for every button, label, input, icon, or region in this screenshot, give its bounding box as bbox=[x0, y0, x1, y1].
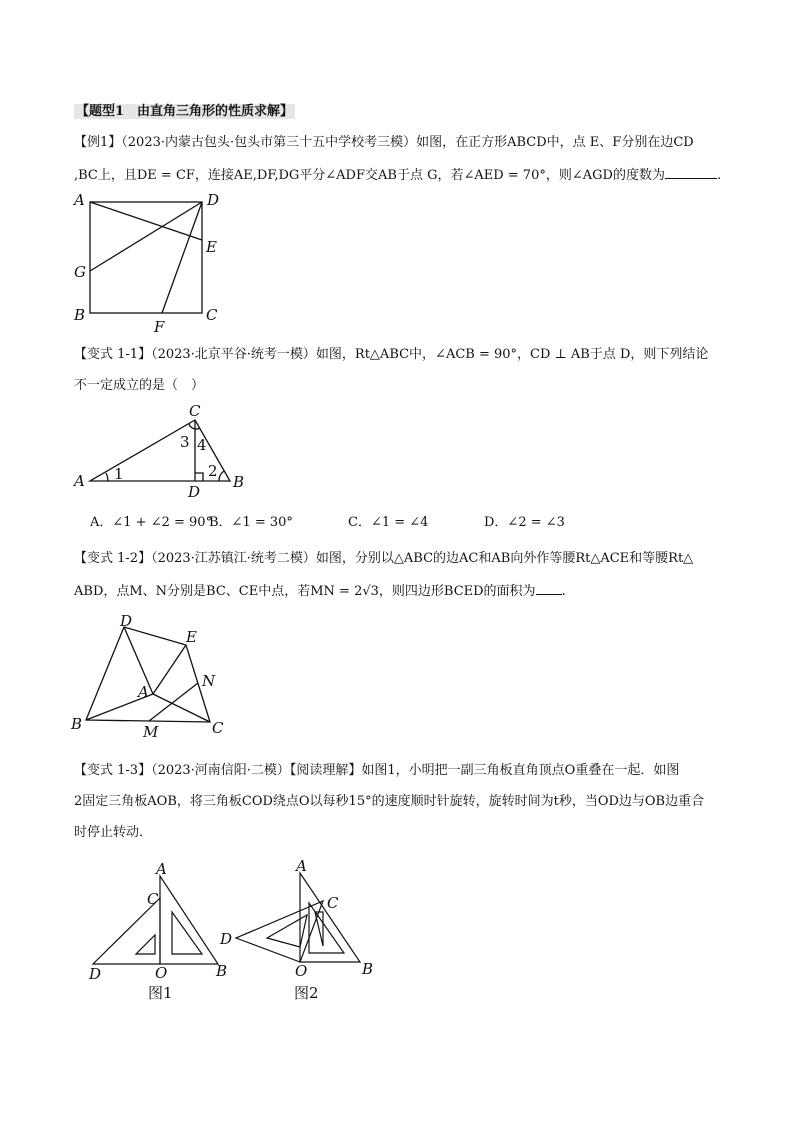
variant-1-3-text-2: 2固定三角板AOB，将三角板COD绕点O以每秒15°的速度顺时针旋转，旋转时间为t秒，当OD边与OB边重合 bbox=[74, 794, 705, 809]
figure-2-caption: 图2 bbox=[294, 984, 319, 1002]
segment-mn bbox=[149, 683, 198, 721]
square-abcd bbox=[90, 202, 202, 313]
label-a: A bbox=[156, 860, 167, 878]
label-c: C bbox=[206, 306, 218, 324]
section-title: 【题型1 由直角三角形的性质求解】 bbox=[76, 104, 294, 119]
angle-1-arc bbox=[106, 473, 108, 481]
label-d: D bbox=[220, 930, 233, 948]
variant-1-3-line-2 bbox=[74, 792, 724, 812]
angle-2-arc bbox=[219, 471, 224, 481]
label-g: G bbox=[74, 263, 86, 281]
label-d: D bbox=[188, 483, 201, 501]
variant-1-3-line-1 bbox=[74, 761, 724, 781]
example-1-text-1: 【例1】（2023·内蒙古包头·包头市第三十五中学校考三模）如图，在正方形ABCD中，点 E、F分别在边CD bbox=[74, 135, 694, 150]
variant-1-2-text-1: 【变式 1-2】（2023·江苏镇江·统考二模）如图，分别以△ABC的边AC和AB向外作等腰Rt△ACE和等腰Rt△ bbox=[74, 551, 694, 566]
small-triangle-mark bbox=[315, 912, 323, 946]
answer-blank bbox=[665, 164, 717, 179]
segment-ad bbox=[124, 627, 153, 694]
choice-d[interactable]: D．∠2 = ∠3 bbox=[484, 515, 565, 530]
label-o: O bbox=[155, 964, 168, 982]
set-square-aob bbox=[300, 873, 360, 962]
angle-4-arc bbox=[195, 428, 200, 429]
set-square-cod-inner bbox=[136, 935, 155, 954]
section-header bbox=[74, 102, 724, 122]
label-a: A bbox=[74, 191, 85, 209]
label-o: O bbox=[295, 962, 308, 980]
label-d: D bbox=[207, 191, 220, 209]
triangle-abc bbox=[86, 694, 210, 722]
label-b: B bbox=[71, 715, 83, 733]
label-m: M bbox=[143, 723, 159, 741]
label-c: C bbox=[212, 719, 224, 737]
set-square-cod bbox=[93, 898, 160, 964]
set-square-aob-inner bbox=[172, 912, 202, 954]
label-b: B bbox=[233, 473, 245, 491]
label-c: C bbox=[189, 402, 201, 420]
set-square-aob-inner bbox=[309, 903, 344, 953]
answer-blank bbox=[536, 580, 562, 595]
label-d: D bbox=[89, 965, 102, 983]
set-square-cod bbox=[236, 901, 323, 962]
variant-1-3-line-3 bbox=[74, 823, 724, 843]
example-1-line-2 bbox=[74, 164, 724, 186]
label-f: F bbox=[154, 318, 165, 336]
example-1-period: . bbox=[716, 168, 722, 183]
segment-ae bbox=[153, 645, 186, 694]
label-a: A bbox=[296, 857, 307, 875]
label-c: C bbox=[327, 894, 339, 912]
set-square-cod-inner bbox=[267, 915, 307, 947]
segment-df bbox=[162, 202, 202, 313]
label-e: E bbox=[186, 628, 197, 646]
label-a: A bbox=[74, 472, 85, 490]
angle-2-label: 2 bbox=[208, 462, 218, 480]
triangle-abc bbox=[90, 420, 230, 481]
angle-4-label: 4 bbox=[197, 436, 207, 454]
figure-1-caption: 图1 bbox=[148, 984, 173, 1002]
label-d: D bbox=[120, 612, 133, 630]
set-square-aob bbox=[160, 876, 218, 964]
variant-1-1-text-1: 【变式 1-1】（2023·北京平谷·统考一模）如图，Rt△ABC中，∠ACB = 90°，CD ⊥ AB于点 D，则下列结论 bbox=[74, 347, 709, 362]
label-a: A bbox=[138, 683, 149, 701]
choice-a[interactable]: A．∠1 + ∠2 = 90° bbox=[90, 515, 213, 530]
label-e: E bbox=[206, 238, 217, 256]
variant-1-2-line-2 bbox=[74, 580, 724, 602]
variant-1-2-period: . bbox=[561, 584, 566, 599]
variant-1-3-text-3: 时停止转动． bbox=[74, 825, 153, 840]
label-b: B bbox=[216, 962, 228, 980]
label-b: B bbox=[74, 306, 86, 324]
variant-1-1-text-2: 不一定成立的是（ ） bbox=[74, 378, 205, 393]
angle-3-label: 3 bbox=[180, 433, 190, 451]
segment-gd bbox=[90, 202, 202, 271]
label-c: C bbox=[147, 890, 159, 908]
variant-1-2-text-2: ABD，点M、N分别是BC、CE中点，若MN = 2√3，则四边形BCED的面积为 bbox=[74, 584, 536, 599]
angle-3-arc bbox=[189, 424, 195, 429]
label-n: N bbox=[202, 672, 216, 690]
example-1-line-1 bbox=[74, 133, 724, 153]
angle-1-label: 1 bbox=[114, 465, 124, 483]
example-1-text-2: ,BC上，且DE = CF，连接AE,DF,DG平分∠ADF交AB于点 G，若∠AED = 70°，则∠AGD的度数为 bbox=[74, 168, 665, 183]
segment-ae bbox=[90, 202, 202, 240]
variant-1-2-line-1 bbox=[74, 549, 724, 569]
right-angle-mark bbox=[195, 473, 203, 481]
choice-c[interactable]: C．∠1 = ∠4 bbox=[348, 515, 429, 530]
label-b: B bbox=[362, 960, 374, 978]
quadrilateral-bced bbox=[86, 627, 210, 722]
variant-1-1-line-1 bbox=[74, 345, 724, 365]
variant-1-3-text-1: 【变式 1-3】（2023·河南信阳·二模）【阅读理解】如图1，小明把一副三角板直角顶点O重叠在一起．如图 bbox=[74, 763, 680, 778]
variant-1-1-line-2 bbox=[74, 376, 724, 396]
choice-b[interactable]: B．∠1 = 30° bbox=[209, 515, 293, 530]
